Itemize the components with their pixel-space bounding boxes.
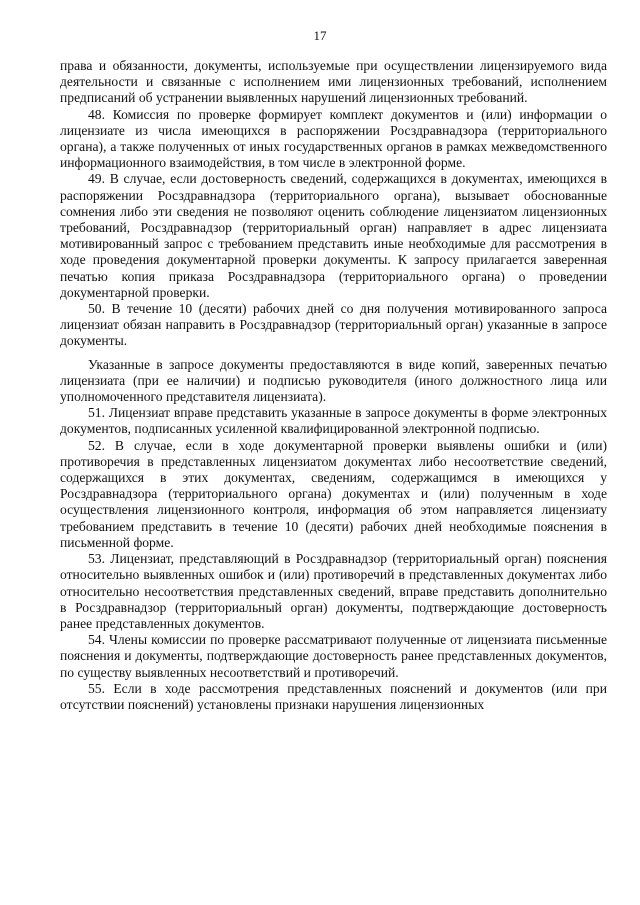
paragraph-48: 48. Комиссия по проверке формирует комплект документов и (или) информации о лицензиате из числа имеющихся в распоряжении Росздравнадзора (территориального органа), а также полученных от иных государственных органов в рамках межведомственного информационного взаимодействия, в том числе в электронной форме. <box>60 106 607 171</box>
document-body <box>60 58 607 713</box>
paragraph-55: 55. Если в ходе рассмотрения представленных пояснений и документов (или при отсутствии пояснений) установлены признаки нарушения лицензионных <box>60 680 607 712</box>
paragraph-50-documents: Указанные в запросе документы предоставляются в виде копий, заверенных печатью лицензиата (при ее наличии) и подписью руководителя (иного должностного лица или уполномоченного представителя лицензиата). <box>60 356 607 405</box>
paragraph-50: 50. В течение 10 (десяти) рабочих дней со дня получения мотивированного запроса лицензиат обязан направить в Росздравнадзор (территориальный орган) указанные в запросе документы. <box>60 301 607 349</box>
paragraph-51: 51. Лицензиат вправе представить указанные в запросе документы в форме электронных документов, подписанных усиленной квалифицированной электронной подписью. <box>60 405 607 437</box>
paragraph-continuation: права и обязанности, документы, используемые при осуществлении лицензируемого вида деятельности и связанные с исполнением ими лицензионных требований, исполнением предписаний об устранении выявленных нарушений лицензионных требований. <box>60 58 607 106</box>
page-number: 17 <box>313 28 327 43</box>
paragraph-52: 52. В случае, если в ходе документарной проверки выявлены ошибки и (или) противоречия в представленных лицензиатом документах либо несоответствие сведений, содержащихся в этих документах, сведениям, содержащимся в имеющихся у Росздравнадзора (территориального органа) документах и (или) полученным в ходе осуществления лицензионного контроля, информация об этом направляется лицензиату требованием представить в течение 10 (десяти) рабочих дней необходимые пояснения в письменной форме. <box>60 437 607 550</box>
paragraph-53: 53. Лицензиат, представляющий в Росздравнадзор (территориальный орган) пояснения относительно выявленных ошибок и (или) противоречий в представленных документах либо относительно несоответствия представленных сведений, вправе представить дополнительно в Росздравнадзор (территориальный орган) документы, подтверждающие достоверность ранее представленных документов. <box>60 551 607 631</box>
paragraph-54: 54. Члены комиссии по проверке рассматривают полученные от лицензиата письменные пояснения и документы, подтверждающие достоверность ранее представленных документов, по существу выявленных несоответствий и противоречий. <box>60 632 607 680</box>
paragraph-49: 49. В случае, если достоверность сведений, содержащихся в документах, имеющихся в распоряжении Росздравнадзора (территориального органа), вызывает обоснованные сомнения либо эти сведения не позволяют оценить соблюдение лицензиатом лицензионных требований, Росздравнадзор (территориальный орган) направляет в адрес лицензиата мотивированный запрос с требованием представить иные необходимые для рассмотрения в ходе проведения документарной проверки документы. К запросу прилагается заверенная печатью копия приказа Росздравнадзора (территориального органа) о проведении документарной проверки. <box>60 171 607 300</box>
